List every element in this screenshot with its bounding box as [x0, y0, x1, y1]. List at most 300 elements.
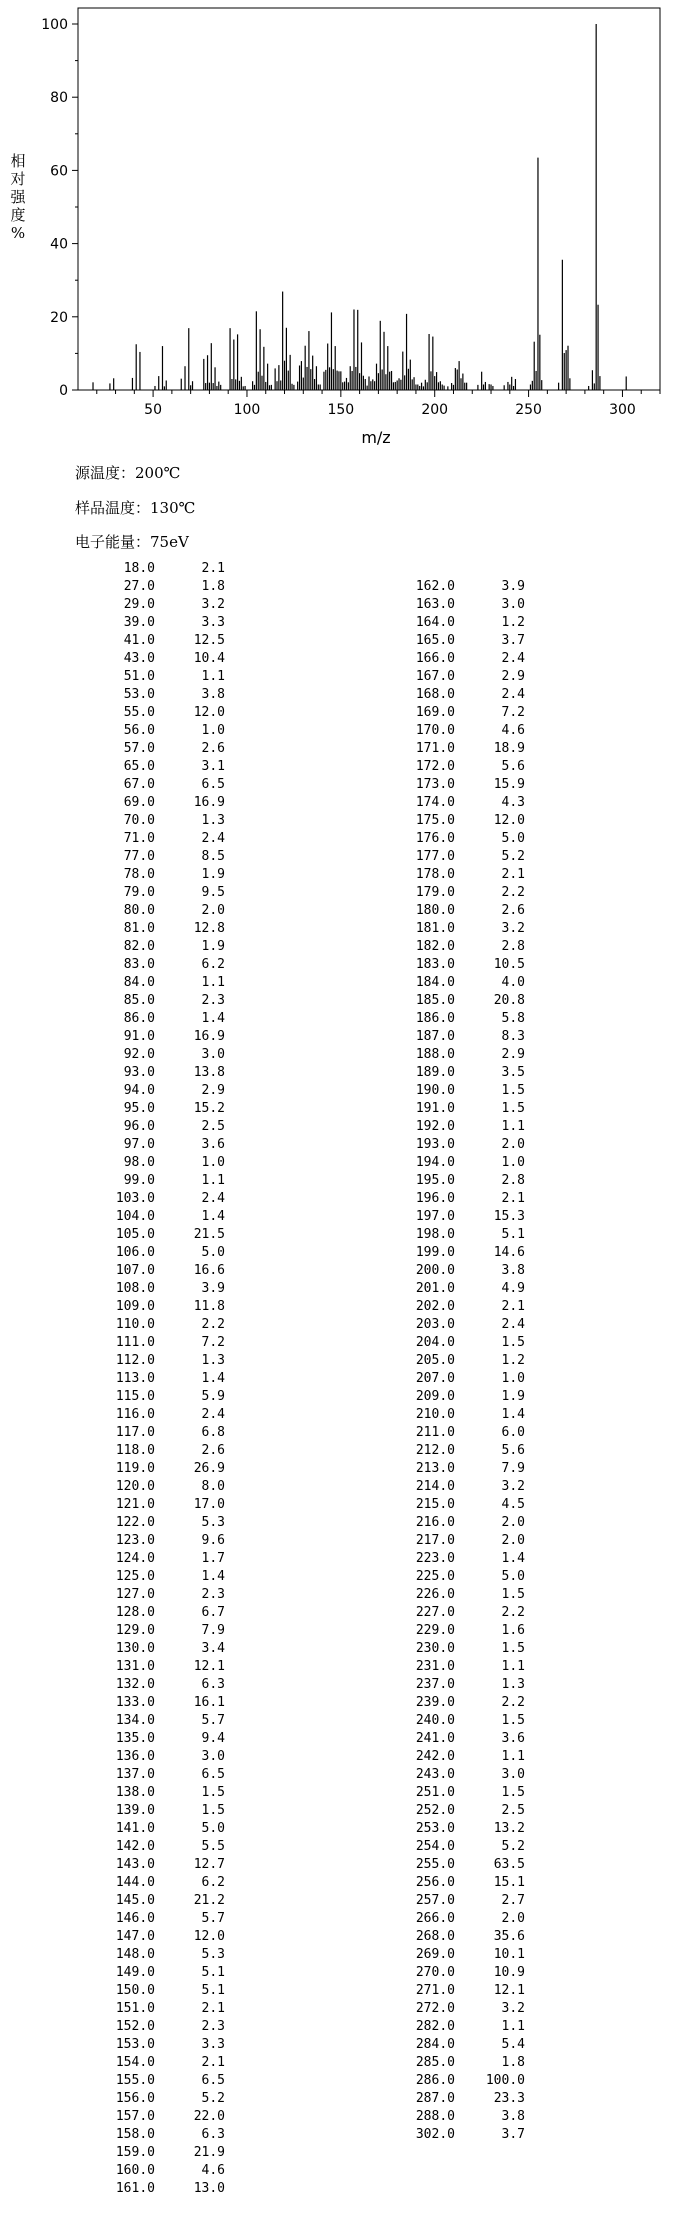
mz-value: 157.0	[115, 2109, 155, 2124]
source-temperature: 源温度：200℃	[75, 464, 181, 482]
mz-value: 217.0	[415, 1533, 455, 1548]
mz-value: 41.0	[123, 633, 155, 648]
mz-value: 53.0	[123, 687, 155, 702]
mz-value: 156.0	[115, 2091, 155, 2106]
relative-abundance: 1.5	[501, 1101, 525, 1116]
mz-value: 189.0	[415, 1065, 455, 1080]
mz-value: 254.0	[415, 1839, 455, 1854]
relative-abundance: 8.5	[201, 849, 225, 864]
mz-value: 124.0	[115, 1551, 155, 1566]
mz-value: 154.0	[115, 2055, 155, 2070]
relative-abundance: 2.6	[201, 741, 225, 756]
mz-value: 268.0	[415, 1929, 455, 1944]
mz-value: 29.0	[123, 597, 155, 612]
relative-abundance: 3.1	[201, 759, 225, 774]
relative-abundance: 1.9	[501, 1389, 525, 1404]
mz-value: 173.0	[415, 777, 455, 792]
mz-value: 196.0	[415, 1191, 455, 1206]
mz-value: 198.0	[415, 1227, 455, 1242]
relative-abundance: 2.4	[201, 1191, 225, 1206]
mz-value: 108.0	[115, 1281, 155, 1296]
relative-abundance: 5.0	[501, 1569, 525, 1584]
relative-abundance: 2.1	[201, 2055, 225, 2070]
mz-value: 122.0	[115, 1515, 155, 1530]
relative-abundance: 1.5	[501, 1785, 525, 1800]
mz-value: 164.0	[415, 615, 455, 630]
relative-abundance: 2.1	[201, 2001, 225, 2016]
relative-abundance: 2.3	[201, 2019, 225, 2034]
mz-value: 225.0	[415, 1569, 455, 1584]
spectrum-peaks	[93, 24, 626, 390]
mz-value: 256.0	[415, 1875, 455, 1890]
mz-value: 252.0	[415, 1803, 455, 1818]
mz-value: 211.0	[415, 1425, 455, 1440]
mz-value: 203.0	[415, 1317, 455, 1332]
mz-value: 85.0	[123, 993, 155, 1008]
relative-abundance: 2.1	[501, 1191, 525, 1206]
relative-abundance: 9.5	[201, 885, 225, 900]
mz-value: 143.0	[115, 1857, 155, 1872]
relative-abundance: 4.6	[501, 723, 525, 738]
y-axis-label-char: 对	[10, 170, 26, 188]
relative-abundance: 3.2	[501, 1479, 525, 1494]
relative-abundance: 21.2	[193, 1893, 225, 1908]
relative-abundance: 3.8	[201, 687, 225, 702]
mz-value: 86.0	[123, 1011, 155, 1026]
y-tick-label-1: 20	[50, 309, 68, 326]
relative-abundance: 7.2	[201, 1335, 225, 1350]
relative-abundance: 1.0	[201, 723, 225, 738]
mz-value: 184.0	[415, 975, 455, 990]
relative-abundance: 2.5	[201, 1119, 225, 1134]
mz-value: 92.0	[123, 1047, 155, 1062]
mz-value: 223.0	[415, 1551, 455, 1566]
y-axis-label-char: 相	[10, 152, 26, 170]
mz-value: 127.0	[115, 1587, 155, 1602]
mz-value: 213.0	[415, 1461, 455, 1476]
mz-value: 179.0	[415, 885, 455, 900]
mz-value: 194.0	[415, 1155, 455, 1170]
mz-value: 104.0	[115, 1209, 155, 1224]
relative-abundance: 5.2	[201, 2091, 225, 2106]
relative-abundance: 17.0	[193, 1497, 225, 1512]
relative-abundance: 2.6	[501, 903, 525, 918]
relative-abundance: 1.8	[201, 579, 225, 594]
mz-value: 84.0	[123, 975, 155, 990]
mz-value: 120.0	[115, 1479, 155, 1494]
mz-value: 200.0	[415, 1263, 455, 1278]
relative-abundance: 1.5	[501, 1083, 525, 1098]
relative-abundance: 16.1	[193, 1695, 225, 1710]
relative-abundance: 5.2	[501, 1839, 525, 1854]
relative-abundance: 1.1	[501, 1659, 525, 1674]
relative-abundance: 4.5	[501, 1497, 525, 1512]
mz-value: 71.0	[123, 831, 155, 846]
relative-abundance: 5.9	[201, 1389, 225, 1404]
mz-value: 255.0	[415, 1857, 455, 1872]
mz-value: 130.0	[115, 1641, 155, 1656]
relative-abundance: 2.9	[501, 669, 525, 684]
mz-value: 180.0	[415, 903, 455, 918]
mz-value: 161.0	[115, 2181, 155, 2196]
relative-abundance: 1.3	[501, 1677, 525, 1692]
mz-value: 113.0	[115, 1371, 155, 1386]
relative-abundance: 6.5	[201, 2073, 225, 2088]
relative-abundance: 1.5	[501, 1713, 525, 1728]
relative-abundance: 3.8	[501, 1263, 525, 1278]
relative-abundance: 3.2	[501, 2001, 525, 2016]
mz-value: 168.0	[415, 687, 455, 702]
mz-value: 243.0	[415, 1767, 455, 1782]
relative-abundance: 1.5	[501, 1335, 525, 1350]
relative-abundance: 6.2	[201, 957, 225, 972]
mz-value: 214.0	[415, 1479, 455, 1494]
mz-value: 240.0	[415, 1713, 455, 1728]
relative-abundance: 3.2	[201, 597, 225, 612]
mz-value: 185.0	[415, 993, 455, 1008]
mz-value: 163.0	[415, 597, 455, 612]
mz-value: 96.0	[123, 1119, 155, 1134]
y-axis-label-char: %	[10, 224, 26, 242]
mz-value: 165.0	[415, 633, 455, 648]
relative-abundance: 2.4	[501, 651, 525, 666]
relative-abundance: 6.5	[201, 777, 225, 792]
mz-value: 115.0	[115, 1389, 155, 1404]
relative-abundance: 23.3	[493, 2091, 525, 2106]
mz-value: 147.0	[115, 1929, 155, 1944]
relative-abundance: 16.6	[193, 1263, 225, 1278]
mz-value: 302.0	[415, 2127, 455, 2142]
electron-energy: 电子能量：75eV	[75, 533, 189, 551]
relative-abundance: 6.8	[201, 1425, 225, 1440]
relative-abundance: 2.0	[501, 1533, 525, 1548]
relative-abundance: 4.0	[501, 975, 525, 990]
mz-value: 99.0	[123, 1173, 155, 1188]
mz-value: 230.0	[415, 1641, 455, 1656]
mz-value: 98.0	[123, 1155, 155, 1170]
mz-value: 169.0	[415, 705, 455, 720]
relative-abundance: 3.9	[201, 1281, 225, 1296]
mz-value: 83.0	[123, 957, 155, 972]
relative-abundance: 2.0	[501, 1911, 525, 1926]
mz-value: 95.0	[123, 1101, 155, 1116]
relative-abundance: 2.2	[201, 1317, 225, 1332]
relative-abundance: 2.3	[201, 993, 225, 1008]
mz-value: 109.0	[115, 1299, 155, 1314]
mz-value: 177.0	[415, 849, 455, 864]
mz-value: 116.0	[115, 1407, 155, 1422]
mz-value: 125.0	[115, 1569, 155, 1584]
y-axis-label	[10, 152, 26, 242]
relative-abundance: 5.0	[201, 1821, 225, 1836]
y-tick-label-0: 0	[59, 383, 68, 399]
mz-value: 118.0	[115, 1443, 155, 1458]
mz-value: 77.0	[123, 849, 155, 864]
relative-abundance: 3.0	[501, 597, 525, 612]
relative-abundance: 5.4	[501, 2037, 525, 2052]
relative-abundance: 2.8	[501, 1173, 525, 1188]
mz-value: 187.0	[415, 1029, 455, 1044]
relative-abundance: 3.4	[201, 1641, 225, 1656]
x-tick-label-4: 250	[515, 402, 542, 418]
relative-abundance: 2.0	[501, 1515, 525, 1530]
relative-abundance: 21.9	[193, 2145, 225, 2160]
mz-value: 133.0	[115, 1695, 155, 1710]
mz-value: 152.0	[115, 2019, 155, 2034]
mz-value: 146.0	[115, 1911, 155, 1926]
mz-value: 145.0	[115, 1893, 155, 1908]
relative-abundance: 6.0	[501, 1425, 525, 1440]
relative-abundance: 2.1	[501, 1299, 525, 1314]
relative-abundance: 1.5	[501, 1587, 525, 1602]
mz-value: 131.0	[115, 1659, 155, 1674]
relative-abundance: 4.6	[201, 2163, 225, 2178]
mz-value: 231.0	[415, 1659, 455, 1674]
relative-abundance: 20.8	[493, 993, 525, 1008]
relative-abundance: 5.6	[501, 759, 525, 774]
mz-value: 272.0	[415, 2001, 455, 2016]
relative-abundance: 9.6	[201, 1533, 225, 1548]
mz-value: 266.0	[415, 1911, 455, 1926]
relative-abundance: 6.3	[201, 1677, 225, 1692]
relative-abundance: 5.2	[501, 849, 525, 864]
mz-value: 174.0	[415, 795, 455, 810]
mz-value: 271.0	[415, 1983, 455, 1998]
relative-abundance: 12.8	[193, 921, 225, 936]
y-axis-ticks	[41, 17, 78, 399]
mz-value: 39.0	[123, 615, 155, 630]
y-tick-label-3: 60	[50, 163, 68, 180]
relative-abundance: 5.0	[501, 831, 525, 846]
mz-value: 182.0	[415, 939, 455, 954]
mz-value: 93.0	[123, 1065, 155, 1080]
mz-value: 155.0	[115, 2073, 155, 2088]
mz-value: 237.0	[415, 1677, 455, 1692]
mz-value: 166.0	[415, 651, 455, 666]
mz-value: 150.0	[115, 1983, 155, 1998]
mz-value: 94.0	[123, 1083, 155, 1098]
relative-abundance: 35.6	[493, 1929, 525, 1944]
mz-value: 210.0	[415, 1407, 455, 1422]
relative-abundance: 2.4	[201, 831, 225, 846]
relative-abundance: 3.6	[201, 1137, 225, 1152]
mz-value: 207.0	[415, 1371, 455, 1386]
mz-value: 202.0	[415, 1299, 455, 1314]
mz-value: 269.0	[415, 1947, 455, 1962]
mz-value: 178.0	[415, 867, 455, 882]
mz-value: 149.0	[115, 1965, 155, 1980]
relative-abundance: 2.6	[201, 1443, 225, 1458]
relative-abundance: 5.3	[201, 1947, 225, 1962]
relative-abundance: 10.1	[493, 1947, 525, 1962]
relative-abundance: 5.1	[201, 1965, 225, 1980]
relative-abundance: 1.4	[201, 1569, 225, 1584]
mz-value: 195.0	[415, 1173, 455, 1188]
mz-value: 67.0	[123, 777, 155, 792]
x-tick-label-3: 200	[421, 402, 449, 418]
relative-abundance: 2.9	[201, 1083, 225, 1098]
relative-abundance: 1.1	[201, 1173, 225, 1188]
mz-value: 251.0	[415, 1785, 455, 1800]
relative-abundance: 12.0	[493, 813, 525, 828]
relative-abundance: 26.9	[193, 1461, 225, 1476]
mz-value: 172.0	[415, 759, 455, 774]
relative-abundance: 1.1	[501, 2019, 525, 2034]
mz-value: 183.0	[415, 957, 455, 972]
x-axis-ticks	[97, 390, 660, 418]
mz-value: 153.0	[115, 2037, 155, 2052]
relative-abundance: 5.1	[201, 1983, 225, 1998]
relative-abundance: 2.2	[501, 885, 525, 900]
relative-abundance: 3.6	[501, 1731, 525, 1746]
mz-value: 284.0	[415, 2037, 455, 2052]
relative-abundance: 1.9	[201, 939, 225, 954]
mz-value: 205.0	[415, 1353, 455, 1368]
relative-abundance: 2.4	[501, 1317, 525, 1332]
mz-value: 171.0	[415, 741, 455, 756]
relative-abundance: 1.4	[501, 1551, 525, 1566]
x-tick-label-0: 50	[144, 402, 163, 418]
mz-value: 105.0	[115, 1227, 155, 1242]
relative-abundance: 18.9	[493, 741, 525, 756]
mz-value: 270.0	[415, 1965, 455, 1980]
relative-abundance: 1.5	[201, 1785, 225, 1800]
relative-abundance: 3.0	[501, 1767, 525, 1782]
mz-value: 204.0	[415, 1335, 455, 1350]
relative-abundance: 3.3	[201, 615, 225, 630]
relative-abundance: 1.9	[201, 867, 225, 882]
relative-abundance: 2.1	[501, 867, 525, 882]
relative-abundance: 5.7	[201, 1911, 225, 1926]
relative-abundance: 1.2	[501, 615, 525, 630]
mz-value: 142.0	[115, 1839, 155, 1854]
x-tick-label-2: 150	[327, 402, 355, 418]
mz-value: 81.0	[123, 921, 155, 936]
mz-value: 201.0	[415, 1281, 455, 1296]
mz-value: 27.0	[123, 579, 155, 594]
relative-abundance: 5.5	[201, 1839, 225, 1854]
mz-value: 121.0	[115, 1497, 155, 1512]
relative-abundance: 2.4	[201, 1407, 225, 1422]
relative-abundance: 1.1	[501, 1119, 525, 1134]
relative-abundance: 3.3	[201, 2037, 225, 2052]
mz-value: 57.0	[123, 741, 155, 756]
relative-abundance: 21.5	[193, 1227, 225, 1242]
relative-abundance: 7.9	[201, 1623, 225, 1638]
mz-value: 285.0	[415, 2055, 455, 2070]
relative-abundance: 12.0	[193, 705, 225, 720]
relative-abundance: 1.6	[501, 1623, 525, 1638]
relative-abundance: 7.2	[501, 705, 525, 720]
mz-value: 188.0	[415, 1047, 455, 1062]
y-axis-label-char: 强	[10, 188, 26, 206]
mz-value: 242.0	[415, 1749, 455, 1764]
relative-abundance: 3.7	[501, 2127, 525, 2142]
y-tick-label-5: 100	[41, 17, 68, 33]
y-axis-label-char: 度	[10, 206, 26, 224]
mz-value: 197.0	[415, 1209, 455, 1224]
mz-value: 158.0	[115, 2127, 155, 2142]
relative-abundance: 2.2	[501, 1695, 525, 1710]
relative-abundance: 2.0	[501, 1137, 525, 1152]
mz-value: 80.0	[123, 903, 155, 918]
relative-abundance: 1.1	[201, 975, 225, 990]
relative-abundance: 1.4	[201, 1209, 225, 1224]
relative-abundance: 2.4	[501, 687, 525, 702]
relative-abundance: 3.2	[501, 921, 525, 936]
relative-abundance: 10.4	[193, 651, 225, 666]
relative-abundance: 3.0	[201, 1749, 225, 1764]
mz-value: 257.0	[415, 1893, 455, 1908]
relative-abundance: 63.5	[493, 1857, 525, 1872]
relative-abundance: 12.1	[493, 1983, 525, 1998]
mz-value: 110.0	[115, 1317, 155, 1332]
mz-value: 112.0	[115, 1353, 155, 1368]
mz-value: 241.0	[415, 1731, 455, 1746]
mz-value: 216.0	[415, 1515, 455, 1530]
relative-abundance: 13.0	[193, 2181, 225, 2196]
mz-value: 167.0	[415, 669, 455, 684]
sample-temperature: 样品温度：130℃	[75, 499, 196, 517]
relative-abundance: 1.5	[201, 1803, 225, 1818]
relative-abundance: 5.7	[201, 1713, 225, 1728]
mz-value: 192.0	[415, 1119, 455, 1134]
relative-abundance: 1.0	[201, 1155, 225, 1170]
relative-abundance: 2.5	[501, 1803, 525, 1818]
relative-abundance: 1.4	[201, 1371, 225, 1386]
mz-value: 181.0	[415, 921, 455, 936]
mz-value: 229.0	[415, 1623, 455, 1638]
relative-abundance: 8.3	[501, 1029, 525, 1044]
mz-value: 82.0	[123, 939, 155, 954]
mz-value: 199.0	[415, 1245, 455, 1260]
relative-abundance: 2.3	[201, 1587, 225, 1602]
relative-abundance: 1.0	[501, 1371, 525, 1386]
relative-abundance: 3.5	[501, 1065, 525, 1080]
relative-abundance: 11.8	[193, 1299, 225, 1314]
mz-value: 51.0	[123, 669, 155, 684]
mz-value: 117.0	[115, 1425, 155, 1440]
mz-value: 70.0	[123, 813, 155, 828]
relative-abundance: 5.0	[201, 1245, 225, 1260]
relative-abundance: 2.1	[201, 561, 225, 576]
relative-abundance: 16.9	[193, 1029, 225, 1044]
mz-value: 141.0	[115, 1821, 155, 1836]
relative-abundance: 12.7	[193, 1857, 225, 1872]
mz-value: 107.0	[115, 1263, 155, 1278]
mz-value: 55.0	[123, 705, 155, 720]
relative-abundance: 13.8	[193, 1065, 225, 1080]
relative-abundance: 15.9	[493, 777, 525, 792]
relative-abundance: 1.2	[501, 1353, 525, 1368]
relative-abundance: 5.1	[501, 1227, 525, 1242]
mz-value: 253.0	[415, 1821, 455, 1836]
mz-value: 65.0	[123, 759, 155, 774]
mz-value: 134.0	[115, 1713, 155, 1728]
y-tick-label-2: 40	[50, 236, 68, 253]
mz-value: 209.0	[415, 1389, 455, 1404]
mz-value: 139.0	[115, 1803, 155, 1818]
relative-abundance: 10.5	[493, 957, 525, 972]
relative-abundance: 1.1	[501, 1749, 525, 1764]
relative-abundance: 1.7	[201, 1551, 225, 1566]
relative-abundance: 1.3	[201, 813, 225, 828]
mz-value: 193.0	[415, 1137, 455, 1152]
mz-value: 144.0	[115, 1875, 155, 1890]
mz-value: 97.0	[123, 1137, 155, 1152]
relative-abundance: 5.8	[501, 1011, 525, 1026]
mz-value: 282.0	[415, 2019, 455, 2034]
